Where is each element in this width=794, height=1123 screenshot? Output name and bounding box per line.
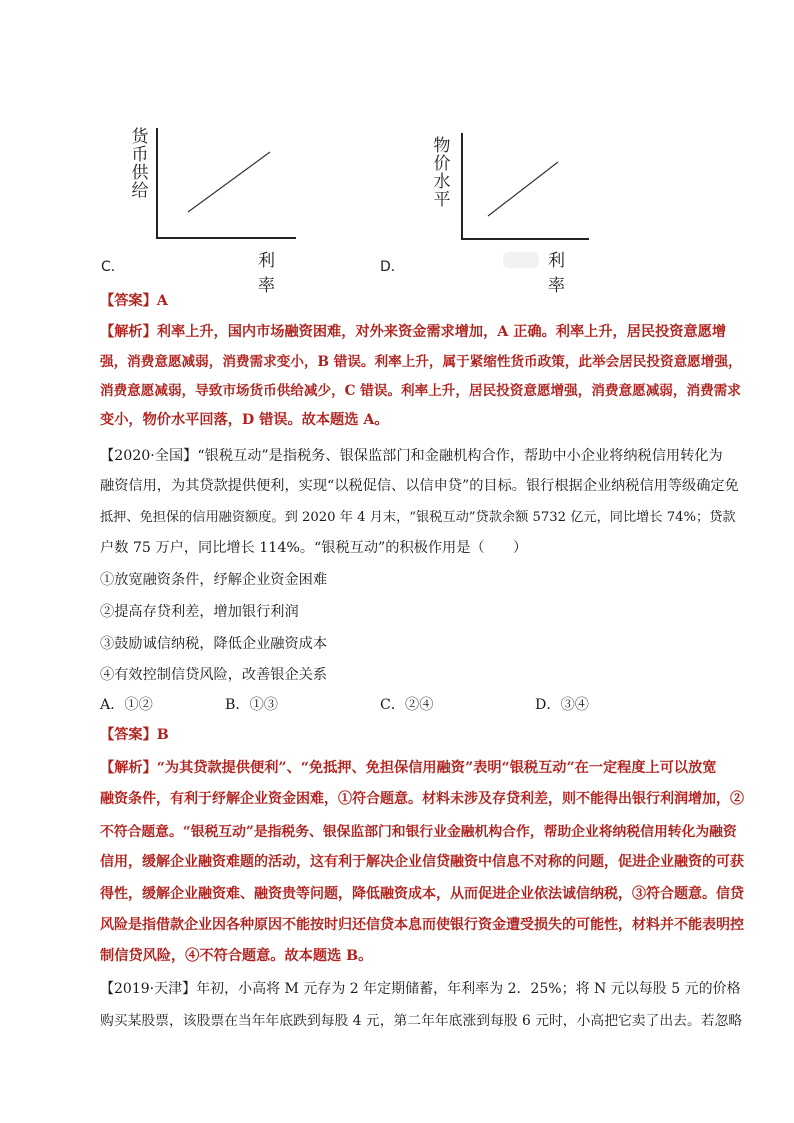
q2-source: 【2020·全国】 xyxy=(100,448,198,464)
q3-stem-line-1 xyxy=(100,978,741,998)
q2-statement-3: ③鼓励诚信纳税，降低企业融资成本 xyxy=(100,636,328,652)
q3-stem-text-1: 年初，小高将 M 元存为 2 年定期储蓄，年利率为 2．25%；将 N 元以每股 5 元的价格 xyxy=(196,981,741,997)
q2-analysis-line-1 xyxy=(100,757,716,777)
q2-choice-b: B．①③ xyxy=(225,697,278,713)
figure-c-y-axis xyxy=(156,128,158,238)
figure-c-option-letter: C． xyxy=(101,259,125,275)
q3-source: 【2019·天津】 xyxy=(100,981,197,997)
figure-d-x-axis xyxy=(461,238,589,240)
q3-stem-line-2: 购买某股票，该股票在当年年底跌到每股 4 元，第二年年底涨到每股 6 元时，小高把它卖了出去。若忽略 xyxy=(100,1013,743,1029)
q2-statement-1: ①放宽融资条件，纾解企业资金困难 xyxy=(100,572,328,588)
q2-stem-line-2: 融资信用，为其贷款提供便利，实现“以税促信、以信申贷”的目标。银行根据企业纳税信用等级确定免 xyxy=(100,478,739,494)
q2-analysis-line-3: 不符合题意。“银税互动”是指税务、银保监部门和银行业金融机构合作，帮助企业将纳税信用转化为融资 xyxy=(100,824,737,840)
q2-stem-line-1 xyxy=(100,445,723,465)
figure-d-option-letter: D． xyxy=(380,259,405,275)
figure-c-y-label: 货币供给 xyxy=(131,127,149,201)
q2-stem-line-3: 抵押、免担保的信用融资额度。到 2020 年 4 月末，“银税互动”贷款余额 5732 亿元，同比增长 74%；贷款 xyxy=(100,510,736,525)
q1-analysis-line-3: 消费意愿减弱，导致市场货币供给减少，C 错误。利率上升，居民投资意愿增强，消费意愿减弱，消费需求 xyxy=(100,383,741,399)
q1-analysis-line-4: 变小，物价水平回落，D 错误。故本题选 A。 xyxy=(100,412,389,428)
q2-answer-value: B xyxy=(156,727,169,743)
q1-answer xyxy=(100,290,168,310)
q2-analysis-line-2: 融资条件，有利于纾解企业资金困难，①符合题意。材料未涉及存贷利差，则不能得出银行利润增加，② xyxy=(100,791,744,807)
q2-analysis-line-5: 得性，缓解企业融资难、融资贵等问题，降低融资成本，从而促进企业依法诚信纳税，③符合题意。信贷 xyxy=(100,886,744,902)
q1-analysis-text-1: 利率上升，国内市场融资困难，对外来资金需求增加，A 正确。利率上升，居民投资意愿增 xyxy=(156,324,727,340)
q2-choice-c: C．②④ xyxy=(380,697,434,713)
q2-answer-tag: 【答案】 xyxy=(100,727,157,743)
q2-answer xyxy=(100,724,169,744)
q1-analysis-tag: 【解析】 xyxy=(100,324,157,340)
q2-analysis-line-6: 风险是指借款企业因各种原因不能按时归还信贷本息而使银行资金遭受损失的可能性，材料并不能表明控 xyxy=(100,917,744,933)
q2-analysis-text-1: “为其贷款提供便利”、“免抵押、免担保信用融资”表明“银税互动”在一定程度上可以放宽 xyxy=(156,760,717,776)
q2-choice-a: A．①② xyxy=(100,697,153,713)
figure-c-x-label: 利率 xyxy=(258,251,275,296)
q1-answer-value: A xyxy=(156,293,168,309)
figure-d-x-label: 利率 xyxy=(548,251,565,296)
figure-d-y-label: 物价水平 xyxy=(433,136,451,210)
q2-stem-line-4: 户数 75 万户，同比增长 114%。“银税互动”的积极作用是（ ） xyxy=(100,540,528,556)
q1-analysis-line-1 xyxy=(100,321,726,341)
figure-d-smudge xyxy=(503,252,539,268)
q2-analysis-tag: 【解析】 xyxy=(100,760,157,776)
q1-answer-tag: 【答案】 xyxy=(100,293,157,309)
figure-d-line xyxy=(486,160,560,218)
q1-analysis-line-2: 强，消费意愿减弱，消费需求变小，B 错误。利率上升，属于紧缩性货币政策，此举会居民投资意愿增强， xyxy=(100,354,742,370)
figure-d-y-axis xyxy=(461,133,463,240)
q2-stem-text-1: “银税互动”是指税务、银保监部门和金融机构合作，帮助中小企业将纳税信用转化为 xyxy=(197,448,723,464)
figure-c-x-axis xyxy=(156,237,296,239)
q2-analysis-line-4: 信用，缓解企业融资难题的活动，这有利于解决企业信贷融资中信息不对称的问题，促进企业融资的可获 xyxy=(100,854,744,870)
q2-statement-2: ②提高存贷利差，增加银行利润 xyxy=(100,604,299,620)
figure-c-line xyxy=(186,150,272,214)
q2-statement-4: ④有效控制信贷风险，改善银企关系 xyxy=(100,667,328,683)
q2-analysis-line-7: 制信贷风险，④不符合题意。故本题选 B。 xyxy=(100,948,373,964)
q2-choice-d: D．③④ xyxy=(535,697,589,713)
